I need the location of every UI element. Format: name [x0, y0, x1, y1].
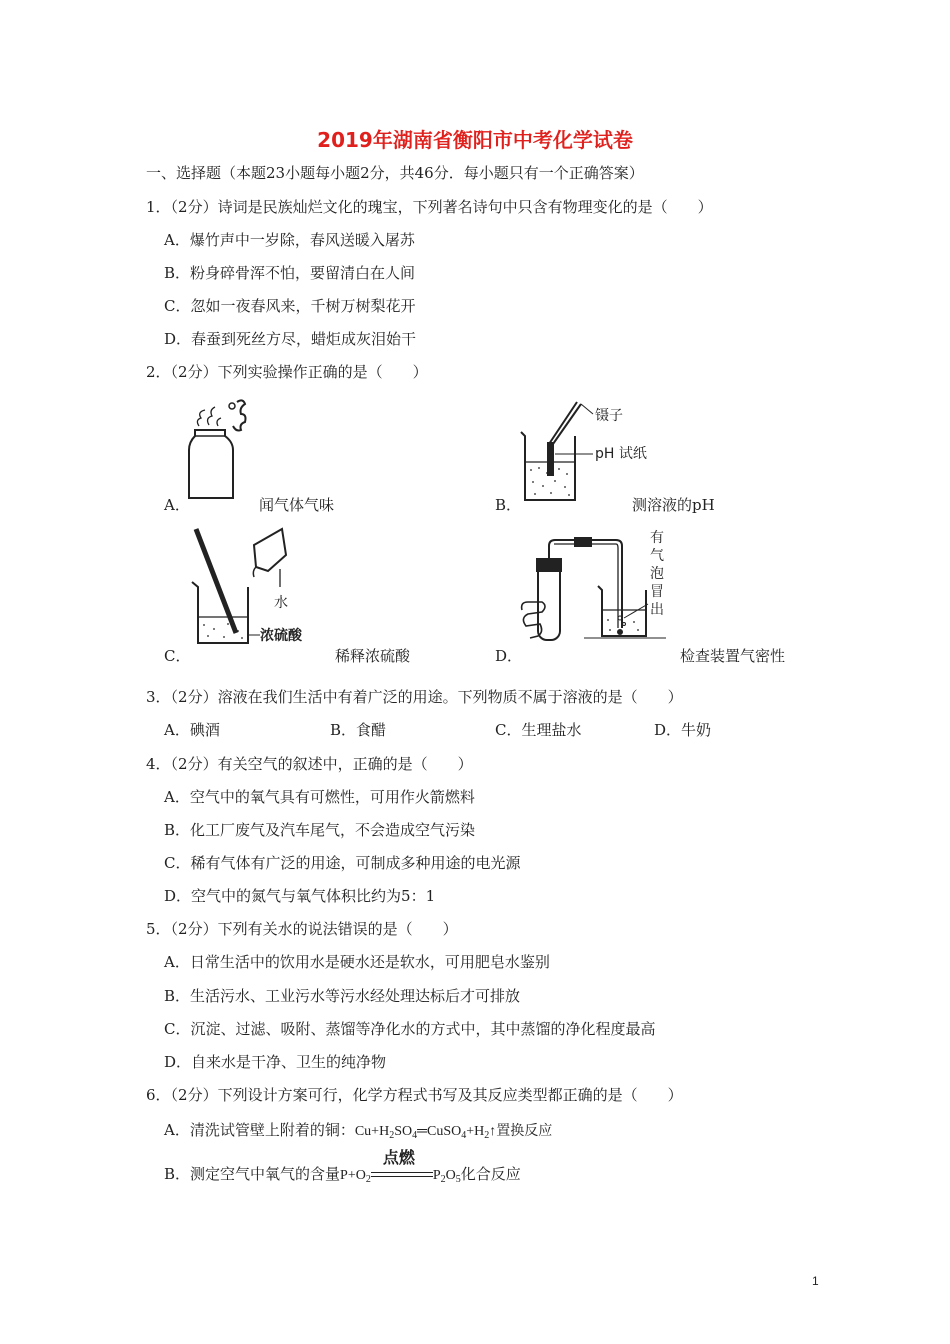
q4-option-a: A．空气中的氧气具有可燃性，可用作火箭燃料 — [164, 788, 475, 806]
q6-option-a — [164, 1120, 552, 1146]
q2-stem: 2．（2分）下列实验操作正确的是（ ） — [146, 363, 428, 381]
q6-option-a-text: A．清洗试管壁上附着的铜： — [164, 1121, 355, 1139]
concentrated-acid-label: 浓硫酸 — [260, 628, 302, 644]
q3-option-b: B．食醋 — [330, 721, 387, 739]
q6-option-a-equation: $Cu+H_2SO_4═CuSO_4+H_2↑$置换反应 — [354, 1124, 553, 1141]
q6-option-b-right: $P_2O_5$化合反应 — [432, 1165, 521, 1185]
q1-option-a: A．爆竹声中一岁除，春风送暖入屠苏 — [164, 231, 415, 249]
q3-option-d: D．牛奶 — [654, 721, 712, 739]
q6-option-b — [164, 1148, 521, 1190]
bubbles-char-2: 气 — [650, 548, 664, 564]
section-heading: 一、选择题（本题23小题每小题2分，共46分．每小题只有一个正确答案） — [146, 164, 644, 182]
dilute-acid-figure — [190, 525, 340, 650]
q3-stem: 3．（2分）溶液在我们生活中有着广泛的用途。下列物质不属于溶液的是（ ） — [146, 688, 683, 706]
tweezers-label: 镊子 — [595, 408, 623, 424]
page-number: 1 — [812, 1274, 819, 1288]
q2-option-b-letter: B． — [495, 496, 522, 514]
q2-option-c-caption: 稀释浓硫酸 — [335, 647, 411, 665]
page-title: 2019年湖南省衡阳市中考化学试卷 — [317, 128, 633, 152]
airtightness-figure — [518, 528, 678, 653]
q2-option-c-letter: C． — [164, 647, 191, 665]
q5-option-a: A．日常生活中的饮用水是硬水还是软水，可用肥皂水鉴别 — [164, 953, 550, 971]
q1-stem: 1．（2分）诗词是民族灿烂文化的瑰宝，下列著名诗句中只含有物理变化的是（ ） — [146, 198, 713, 216]
bubbles-char-5: 出 — [650, 602, 664, 618]
q5-option-d: D．自来水是干净、卫生的纯净物 — [164, 1053, 387, 1071]
q4-stem: 4．（2分）有关空气的叙述中，正确的是（ ） — [146, 755, 473, 773]
q6-stem: 6．（2分）下列设计方案可行，化学方程式书写及其反应类型都正确的是（ ） — [146, 1086, 683, 1104]
q6-option-b-condition: 点燃 — [382, 1148, 415, 1167]
water-label: 水 — [274, 595, 288, 611]
q2-option-a-letter: A． — [164, 496, 190, 514]
q6-option-b-left: $P+O_2$ — [340, 1168, 371, 1185]
q1-option-b: B．粉身碎骨浑不怕，要留清白在人间 — [164, 264, 416, 282]
q4-option-c: C．稀有气体有广泛的用途，可制成多种用途的电光源 — [164, 854, 521, 872]
q4-option-b: B．化工厂废气及汽车尾气，不会造成空气污染 — [164, 821, 476, 839]
bubbles-char-1: 有 — [650, 530, 664, 546]
q1-option-d: D．春蚕到死丝方尽，蜡炬成灰泪始干 — [164, 330, 417, 348]
q2-option-d-letter: D． — [495, 647, 523, 665]
q6-option-b-reaction-arrow — [371, 1148, 433, 1184]
q5-option-c: C．沉淀、过滤、吸附、蒸馏等净化水的方式中，其中蒸馏的净化程度最高 — [164, 1020, 656, 1038]
ph-test-figure — [515, 398, 665, 503]
q6-option-b-text: B．测定空气中氧气的含量 — [164, 1165, 341, 1183]
smell-gas-figure — [185, 398, 275, 503]
q1-option-c: C．忽如一夜春风来，千树万树梨花开 — [164, 297, 416, 315]
ph-paper-label: pH 试纸 — [595, 446, 647, 462]
q4-option-d: D．空气中的氮气与氧气体积比约为5：1 — [164, 887, 436, 905]
q5-stem: 5．（2分）下列有关水的说法错误的是（ ） — [146, 920, 458, 938]
bubbles-char-3: 泡 — [650, 566, 664, 582]
q2-option-b-caption: 测溶液的pH — [632, 496, 715, 514]
q2-option-a-caption: 闻气体气味 — [259, 496, 335, 514]
q2-option-d-caption: 检查装置气密性 — [680, 647, 786, 665]
bubbles-char-4: 冒 — [650, 584, 664, 600]
q5-option-b: B．生活污水、工业污水等污水经处理达标后才可排放 — [164, 987, 521, 1005]
q3-option-a: A．碘酒 — [164, 721, 220, 739]
q3-option-c: C．生理盐水 — [495, 721, 582, 739]
